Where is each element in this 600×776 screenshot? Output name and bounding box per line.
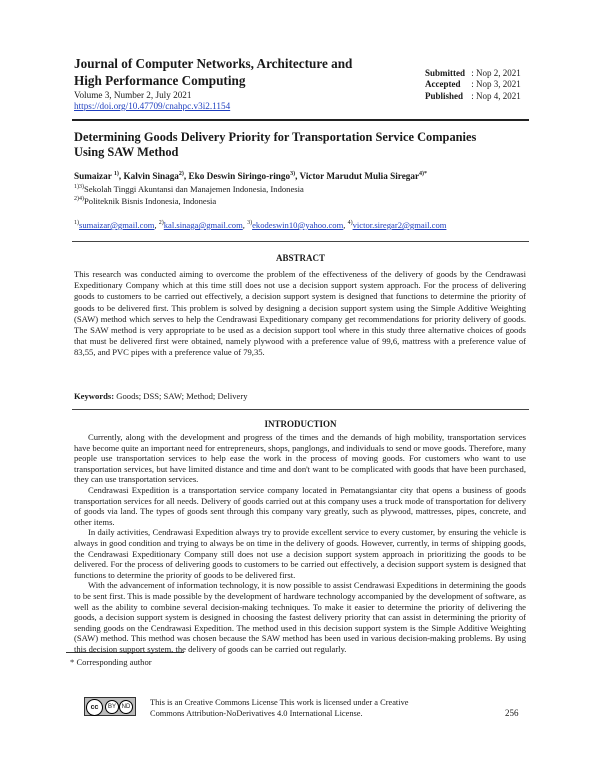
affiliation [74, 196, 216, 206]
nd-icon: ND [119, 700, 133, 714]
keywords-label: Keywords: [74, 391, 115, 401]
introduction-heading: INTRODUCTION [264, 419, 337, 429]
email-link[interactable]: kal.sinaga@gmail.com [163, 220, 243, 230]
author-name: Sumaizar [74, 171, 112, 181]
author-sup: 2) [178, 170, 184, 177]
footnote-divider [66, 652, 184, 653]
page-number: 256 [505, 708, 519, 718]
paper-title-line2: Using SAW Method [74, 145, 179, 159]
affiliation-sup: 1)3) [74, 184, 84, 191]
author-sup: 4)* [419, 170, 428, 177]
author-sup: 3) [290, 170, 296, 177]
abstract-top-divider [72, 241, 529, 242]
email-sup: 4) [347, 220, 353, 227]
paragraph: In daily activities, Cendrawasi Expedition always try to provide excellent service to every customer, by ensuring the vehicle is always in good condition and trying to always be on time in the delivery of goods. However, currently, in terms of shipping goods, the Cendrawasi Expeditionary Company still does not use a decision support system approach in prioritizing the goods to be delivered. For the process of delivering goods to customers to be carried out effectively, a decision support system is designed that functions to determine the priority of goods to be delivered first. [74, 527, 526, 580]
paragraph: Cendrawasi Expedition is a transportation service company located in Pematangsiantar city that opens a business of goods transportation services for all needs. Delivery of goods carried out at this company uses a truck mode of transportation for delivery of goods via land. The types of goods sent through this company vary greatly, such as plywood, mattresses, pipes, concrete, and other items. [74, 484, 526, 527]
abstract-bottom-divider [72, 409, 529, 410]
submission-dates [425, 68, 521, 102]
author-name: Victor Marudut Mulia Siregar [299, 171, 420, 181]
journal-title [74, 55, 394, 89]
author-sup: 1) [113, 170, 119, 177]
submitted-value: : Nop 2, 2021 [471, 68, 521, 78]
license-line2: Commons Attribution-NoDerivatives 4.0 International License. [150, 709, 363, 718]
email-link[interactable]: sumaizar@gmail.com [79, 220, 155, 230]
author-name: Kalvin Sinaga [123, 171, 179, 181]
journal-volume: Volume 3, Number 2, July 2021 [74, 90, 192, 100]
license-text [150, 697, 408, 719]
published-value: : Nop 4, 2021 [471, 90, 521, 101]
keywords-text: Goods; DSS; SAW; Method; Delivery [116, 391, 248, 401]
corresponding-author-note: * Corresponding author [70, 657, 152, 667]
abstract-heading: ABSTRACT [275, 253, 325, 263]
header-divider [72, 119, 529, 121]
paper-title [74, 130, 534, 160]
author-list: Sumaizar $^{1)}$, Kalvin Sinaga$^{2)}$, Eko Deswin Siringo-ringo$^{3)}$, Victor Marudut Mulia Siregar$^{4)*}$ [74, 170, 428, 181]
submitted-label: Submitted [425, 68, 466, 78]
introduction-body [74, 432, 526, 654]
cc-license-badge[interactable] [84, 697, 136, 716]
license-line1: This is an Creative Commons License This work is licensed under a Creative [150, 698, 409, 707]
email-sup: 3) [247, 220, 253, 227]
journal-title-line2: High Performance Computing [74, 73, 246, 88]
email-link[interactable]: ekodeswin10@yahoo.com [252, 220, 344, 230]
published-label: Published [425, 90, 464, 101]
email-link[interactable]: victor.siregar2@gmail.com [352, 220, 447, 230]
abstract-text: This research was conducted aiming to overcome the problem of the effectiveness of the delivery of goods by the Cendrawasi Expeditionary Company which at this time still does not use a decision support system approach. For the process of delivering goods to customers to be carried out effectively, a decision support system is designed that functions to determine the priority of goods to be delivered first. This problem is solved by designing a decision support system using the Simple Additive Weighting (SAW) method which serves to help the Cendrawasi Expeditionary company get recommendations for priority delivery of goods. The SAW method is very appropriate to be used as a decision support tool where in this study three alternative choices of goods that must be delivered first were obtained, namely plywood with a preference value of 99,6, mattress with a preference value of 83,55, and PVC pipes with a preference value of 79,35. [74, 269, 526, 358]
paper-title-line1: Determining Goods Delivery Priority for Transportation Service Companies [74, 130, 477, 144]
email-list: $^{1)}$sumaizar@gmail.com, $^{2)}$kal.sinaga@gmail.com, $^{3)}$ekodeswin10@yahoo.com, $^{4)}$victor.siregar2@gmail.com [74, 220, 447, 230]
affiliation-text: Sekolah Tinggi Akuntansi dan Manajemen Indonesia, Indonesia [84, 184, 304, 194]
accepted-value: : Nop 3, 2021 [471, 79, 521, 90]
paragraph: Currently, along with the development and progress of the times and the demands of high mobility, transportation services have become quite an important need for entrepreneurs, shops, panglongs, and individuals to send or move goods. Therefore, many people use transportation services to help ease the work in the process of moving goods. For customers who want to use transportation services, but have limited distance and time and don't want to be complicated with goods that have been purchased, they can use transportation services. [74, 432, 526, 485]
email-sup: 1) [74, 220, 79, 227]
affiliation-sup: 2)4) [74, 196, 84, 203]
affiliation-text: Politeknik Bisnis Indonesia, Indonesia [84, 196, 217, 206]
accepted-label: Accepted [425, 79, 461, 90]
keywords [74, 391, 248, 401]
by-icon: BY [105, 700, 119, 714]
author-name: Eko Deswin Siringo-ringo [188, 171, 291, 181]
journal-title-line1: Journal of Computer Networks, Architecture and [74, 56, 353, 71]
cc-icon: cc [86, 699, 103, 716]
paragraph: With the advancement of information technology, it is now possible to assist Cendrawasi Expeditions in determining the goods to be sent first. This is made possible by the development of hardware technology accompanied by the development of software, as well as the ability to combine several decision-making techniques. To make it easier to determine the priority of delivering the goods, a decision support system is designed in choosing the fastest delivery priority that can assist in determining the priority of sending goods on the Cendrawasi Expedition. The method used in this decision support system is the Simple Additive Weighting (SAW) method. This method was chosen because the SAW method has been used in various decision-making problems. By using this decision support system, the delivery of goods can be carried out regularly. [74, 580, 526, 654]
email-sup: 2) [158, 220, 164, 227]
doi-link[interactable]: https://doi.org/10.47709/cnahpc.v3i2.1154 [74, 101, 231, 111]
affiliation [74, 184, 304, 194]
